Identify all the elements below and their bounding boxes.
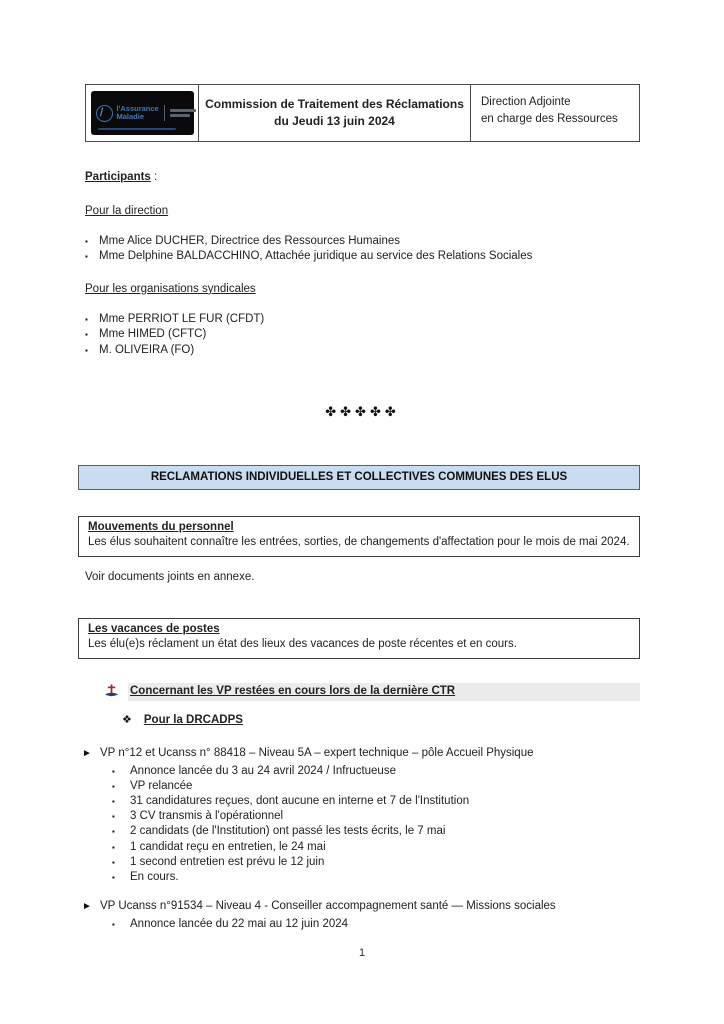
mouvements-title: Mouvements du personnel xyxy=(88,521,234,534)
anchor-bullet-icon xyxy=(104,684,119,699)
square-bullet-icon: ▪ xyxy=(85,314,88,324)
department-line2: en charge des Ressources xyxy=(481,113,618,126)
member-name: M. OLIVEIRA (FO) xyxy=(99,343,195,356)
vp1-title: VP n°12 et Ucanss n° 88418 – Niveau 5A – expert technique – pôle Accueil Physique xyxy=(100,746,534,759)
logo-brand-line2: Maladie xyxy=(116,112,145,121)
vp2-title-row xyxy=(82,899,640,914)
header-title-cell xyxy=(199,85,471,141)
detail-text: 31 candidatures reçues, dont aucune en interne et 7 de l'Institution xyxy=(130,795,470,808)
mouvements-box xyxy=(78,516,640,557)
logo-brand-text xyxy=(117,105,159,121)
meeting-title-line1: Commission de Traitement des Réclamations xyxy=(205,96,464,111)
direction-group-label: Pour la direction xyxy=(85,204,169,217)
detail-text: Annonce lancée du 22 mai au 12 juin 2024 xyxy=(130,918,349,931)
square-bullet-icon: ▪ xyxy=(112,797,115,807)
list-item xyxy=(85,764,640,779)
list-item xyxy=(85,234,640,250)
square-bullet-icon: ▪ xyxy=(85,330,88,340)
syndicats-group-label: Pour les organisations syndicales xyxy=(85,282,256,295)
vp1-title-row xyxy=(82,746,640,761)
logo-emblem-icon xyxy=(96,105,113,122)
member-name: Mme Delphine BALDACCHINO, Attachée juridique au service des Relations Sociales xyxy=(99,250,533,263)
assurance-maladie-logo xyxy=(91,91,194,135)
square-bullet-icon: ▪ xyxy=(112,873,115,883)
square-bullet-icon: ▪ xyxy=(112,857,115,867)
mouvements-body: Les élus souhaitent connaître les entrées, sorties, de changements d'affectation pour le mois de mai 2024. xyxy=(88,536,630,549)
list-item xyxy=(85,779,640,794)
diamond-bullet-icon: ❖ xyxy=(122,713,132,726)
participants-colon: : xyxy=(150,171,158,183)
list-item xyxy=(85,870,640,885)
list-item xyxy=(85,794,640,809)
square-bullet-icon: ▪ xyxy=(85,345,88,355)
detail-text: En cours. xyxy=(130,871,179,884)
square-bullet-icon: ▪ xyxy=(112,766,115,776)
member-name: Mme Alice DUCHER, Directrice des Ressources Humaines xyxy=(99,234,400,247)
drcadps-subheading xyxy=(122,713,640,728)
document-content xyxy=(82,0,640,932)
vacances-box xyxy=(78,618,640,659)
syndicats-members-list xyxy=(85,312,640,359)
header-logo-cell xyxy=(86,85,199,141)
vacances-title: Les vacances de postes xyxy=(88,622,220,635)
detail-text: 3 CV transmis à l'opérationnel xyxy=(130,810,284,823)
square-bullet-icon: ▪ xyxy=(112,827,115,837)
square-bullet-icon: ▪ xyxy=(85,236,88,246)
header-department-cell xyxy=(471,85,639,141)
list-item xyxy=(85,327,640,343)
vp2-details-list xyxy=(85,917,640,932)
detail-text: 1 candidat reçu en entretien, le 24 mai xyxy=(130,840,326,853)
department-line1: Direction Adjointe xyxy=(481,96,571,108)
ctr-heading-text: Concernant les VP restées en cours lors de la dernière CTR xyxy=(128,683,640,701)
annex-note: Voir documents joints en annexe. xyxy=(85,571,255,584)
square-bullet-icon: ▪ xyxy=(112,781,115,791)
section-banner: RECLAMATIONS INDIVIDUELLES ET COLLECTIVES COMMUNES DES ELUS xyxy=(78,465,640,490)
direction-members-list xyxy=(85,234,640,265)
detail-text: VP relancée xyxy=(130,779,193,792)
arrow-bullet-icon: ► xyxy=(82,901,92,913)
detail-text: 1 second entretien est prévu le 12 juin xyxy=(130,855,325,868)
square-bullet-icon: ▪ xyxy=(85,252,88,262)
list-item xyxy=(85,249,640,265)
ornament-separator: ✤✤✤✤✤ xyxy=(325,404,400,420)
list-item xyxy=(85,855,640,870)
list-item xyxy=(85,917,640,932)
detail-text: Annonce lancée du 3 au 24 avril 2024 / Infructueuse xyxy=(130,764,396,777)
detail-text: 2 candidats (de l'Institution) ont passé les tests écrits, le 7 mai xyxy=(130,825,446,838)
list-item xyxy=(85,809,640,824)
list-item xyxy=(85,312,640,328)
logo-separator xyxy=(164,105,165,121)
page-number: 1 xyxy=(358,947,366,959)
meeting-title-line2: du Jeudi 13 juin 2024 xyxy=(274,114,395,128)
list-item xyxy=(85,343,640,359)
drcadps-label: Pour la DRCADPS xyxy=(143,713,243,726)
vp1-details-list xyxy=(85,764,640,886)
vp2-title: VP Ucanss n°91534 – Niveau 4 - Conseiller accompagnement santé — Missions sociales xyxy=(100,900,556,913)
square-bullet-icon: ▪ xyxy=(112,842,115,852)
ctr-heading-row xyxy=(104,683,640,701)
logo-brand-line1: l'Assurance xyxy=(116,104,159,113)
list-item xyxy=(85,824,640,839)
square-bullet-icon: ▪ xyxy=(112,812,115,822)
header-table xyxy=(85,84,640,142)
square-bullet-icon: ▪ xyxy=(112,920,115,930)
member-name: Mme PERRIOT LE FUR (CFDT) xyxy=(99,312,265,325)
logo-tagline-placeholder xyxy=(170,109,196,117)
participants-heading: Participants : xyxy=(85,171,158,183)
list-item xyxy=(85,840,640,855)
vacances-body: Les élu(e)s réclament un état des lieux des vacances de poste récentes et en cours. xyxy=(88,637,517,650)
member-name: Mme HIMED (CFTC) xyxy=(99,328,207,341)
arrow-bullet-icon: ► xyxy=(82,747,92,759)
logo-subtext-placeholder xyxy=(98,128,176,131)
